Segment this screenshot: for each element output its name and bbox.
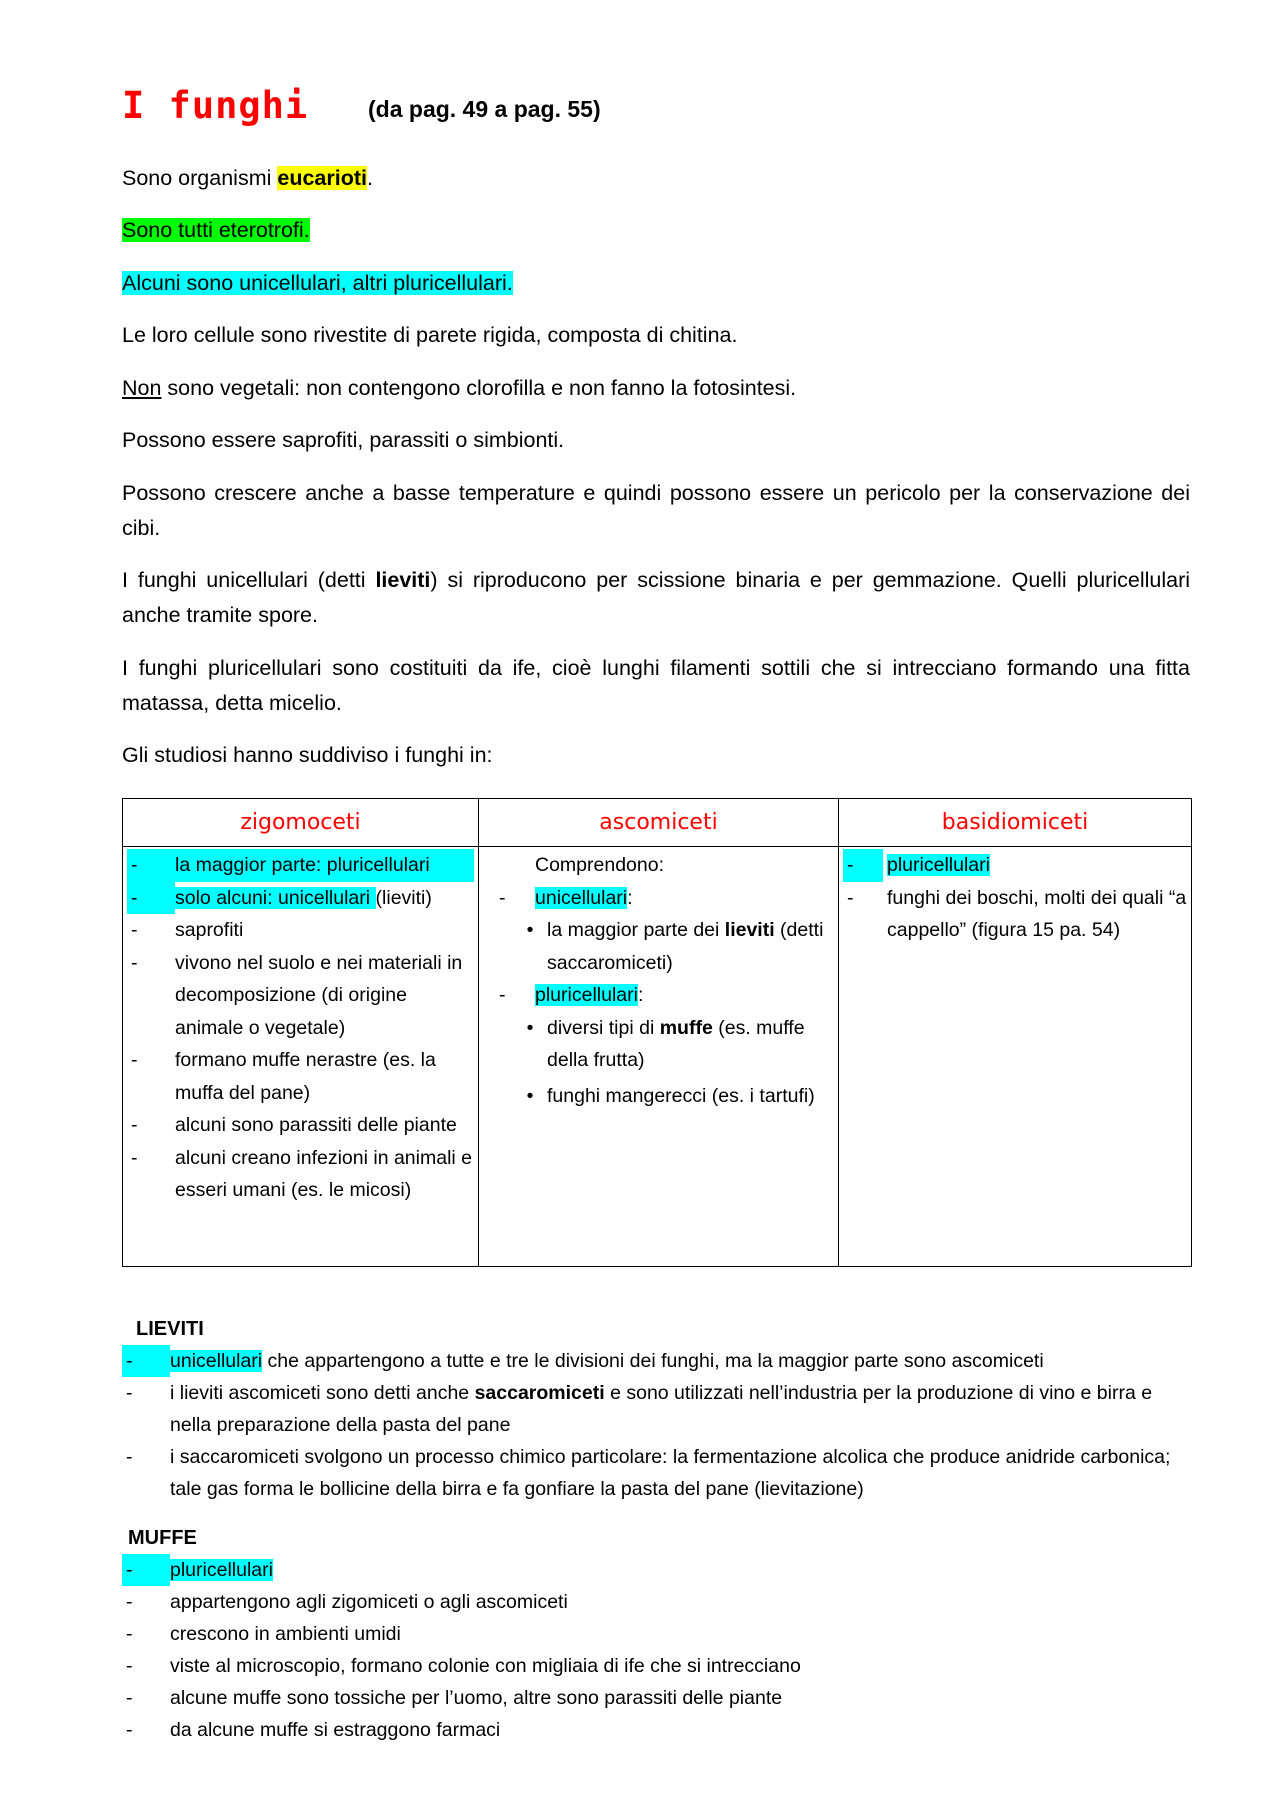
muffe-heading: MUFFE <box>128 1527 197 1549</box>
list-item: - saprofiti <box>131 919 244 941</box>
intro-paragraph-9: I funghi pluricellulari sono costituiti da ife, cioè lunghi filamenti sottili che si intrecciano formando una fitta matassa, detta micelio. <box>122 656 1190 715</box>
list-item: - unicellulari che appartengono a tutte e tre le divisioni dei funghi, ma la maggior parte sono ascomiceti <box>122 1345 1190 1377</box>
lieviti-heading: LIEVITI <box>136 1318 204 1340</box>
list-item: - alcuni sono parassiti delle piante <box>131 1114 457 1136</box>
list-item: - alcuni creano infezioni in animali e esseri umani (es. le micosi) <box>131 1146 473 1201</box>
intro-paragraph-6: Possono essere saprofiti, parassiti o simbionti. <box>122 428 565 452</box>
muffe-section <box>122 1522 1190 1746</box>
page-title: I funghi <box>122 84 309 127</box>
intro-paragraph-5: Non sono vegetali: non contengono clorofilla e non fanno la fotosintesi. <box>122 376 797 400</box>
title-row <box>122 84 601 127</box>
list-item: - funghi dei boschi, molti dei quali “a cappello” (figura 15 pa. 54) <box>847 886 1187 941</box>
list-item: - unicellulari: <box>499 886 633 909</box>
bullet-item: • la maggior parte dei lieviti (detti saccaromiceti) <box>526 919 824 974</box>
list-item: - pluricellulari: <box>499 984 644 1006</box>
list-item: - pluricellulari <box>122 1554 1190 1586</box>
intro-paragraph-10: Gli studiosi hanno suddiviso i funghi in: <box>122 743 493 767</box>
table-header-ascomiceti: ascomiceti <box>479 799 839 847</box>
highlight-eucarioti: eucarioti <box>277 166 367 190</box>
intro-paragraph-7: Possono crescere anche a basse temperature e quindi possono essere un pericolo per la conservazione dei cibi. <box>122 481 1190 540</box>
classification-table <box>122 798 1192 1267</box>
intro-paragraph-2: Sono tutti eterotrofi. <box>122 218 310 242</box>
table-header-zigomoceti: zigomoceti <box>123 799 479 847</box>
intro-paragraph-1: Sono organismi eucarioti. <box>122 166 373 190</box>
asco-intro: Comprendono: <box>535 854 664 876</box>
intro-paragraph-8: I funghi unicellulari (detti lieviti) si riproducono per scissione binaria e per gemmazione. Quelli pluricellulari anche tramite spore. <box>122 568 1190 627</box>
table-header-basidiomiceti: basidiomiceti <box>839 799 1192 847</box>
intro-paragraph-3: Alcuni sono unicellulari, altri pluricellulari. <box>122 271 513 295</box>
list-item: - i saccaromiceti svolgono un processo chimico particolare: la fermentazione alcolica che produce anidride carbonica; tale gas forma le bollicine della birra e fa gonfiare la pasta del pane (lievitazione) <box>126 1446 1171 1500</box>
list-item: - la maggior parte: pluricellulari <box>127 849 474 882</box>
list-item: - i lieviti ascomiceti sono detti anche saccaromiceti e sono utilizzati nell’industria per la produzione di vino e birra e nella preparazione della pasta del pane <box>126 1382 1153 1436</box>
basidiomiceti-cell <box>839 847 1192 1267</box>
lieviti-section <box>122 1313 1190 1505</box>
list-item: - solo alcuni: unicellulari (lieviti) <box>127 882 474 915</box>
ascomiceti-cell <box>479 847 839 1267</box>
list-item: - pluricellulari <box>843 849 1187 882</box>
list-item: - appartengono agli zigomiceti o agli ascomiceti <box>126 1591 568 1613</box>
intro-paragraph-4: Le loro cellule sono rivestite di parete rigida, composta di chitina. <box>122 323 738 347</box>
list-item: - da alcune muffe si estraggono farmaci <box>126 1719 501 1741</box>
list-item: - formano muffe nerastre (es. la muffa del pane) <box>131 1049 436 1104</box>
page-subtitle: (da pag. 49 a pag. 55) <box>368 96 601 122</box>
zigomoceti-cell <box>123 847 479 1267</box>
list-item: - vivono nel suolo e nei materiali in decomposizione (di origine animale o vegetale) <box>131 951 463 1039</box>
bullet-item: • funghi mangerecci (es. i tartufi) <box>526 1084 815 1107</box>
list-item: - viste al microscopio, formano colonie con migliaia di ife che si intrecciano <box>126 1655 801 1677</box>
list-item: - alcune muffe sono tossiche per l’uomo, altre sono parassiti delle piante <box>126 1687 783 1709</box>
bullet-item: • diversi tipi di muffe (es. muffe della frutta) <box>526 1016 805 1071</box>
list-item: - crescono in ambienti umidi <box>126 1623 401 1645</box>
